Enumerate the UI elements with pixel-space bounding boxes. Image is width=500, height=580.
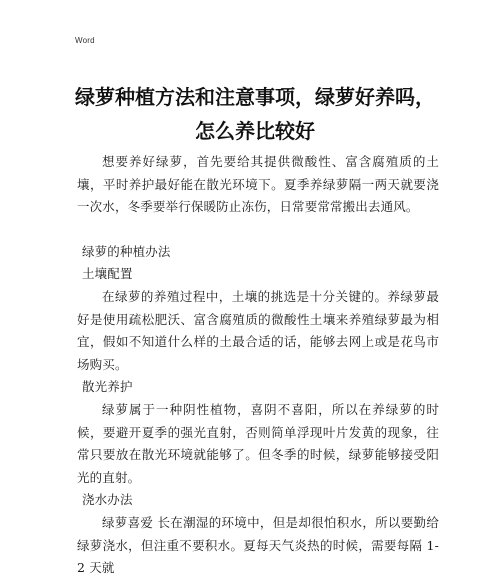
water-heading: 浇水办法 (82, 492, 133, 508)
paragraph-spacer (77, 219, 439, 241)
section-heading: 绿萝的种植办法 (82, 243, 171, 259)
soil-paragraph: 在绿萝的养殖过程中，土壤的挑选是十分关键的。养绿萝最好是使用疏松肥沃、富含腐殖质的微酸性土壤来养殖绿萝最为相宜，假如不知道什么样的土最合适的话，能够去网上或是花鸟市场购买。 (77, 288, 439, 372)
intro-paragraph: 想要养好绿萝，首先要给其提供微酸性、富含腐殖质的土壤，平时养护最好能在散光环境下。夏季养绿萝隔一两天就要浇一次水，冬季要举行保暖防止冻伤，日常要常常搬出去通风。 (77, 154, 439, 215)
water-paragraph: 绿萝喜爱 长在潮湿的环境中，但是却很怕积水，所以要勤给绿萝浇水，但注重不要积水。夏每天气炎热的时候，需要每隔 1-2 天就 (77, 514, 439, 576)
title-line-2: 怎么养比较好 (195, 119, 315, 143)
document-body (77, 151, 439, 580)
light-heading: 散光养护 (82, 379, 133, 395)
title-line-1: 绿萝种植方法和注意事项，绿萝好养吗， (75, 85, 435, 109)
soil-heading: 土壤配置 (82, 266, 133, 282)
document-title (60, 80, 450, 148)
light-paragraph: 绿萝属于一种阴性植物，喜阴不喜阳，所以在养绿萝的时候，要避开夏季的强光直射，否则简单浮现叶片发黄的现象，往常只要放在散光环境就能够了。但冬季的时候，绿萝能够接受阳光的直射。 (77, 401, 439, 485)
app-header-label: Word (75, 36, 95, 45)
